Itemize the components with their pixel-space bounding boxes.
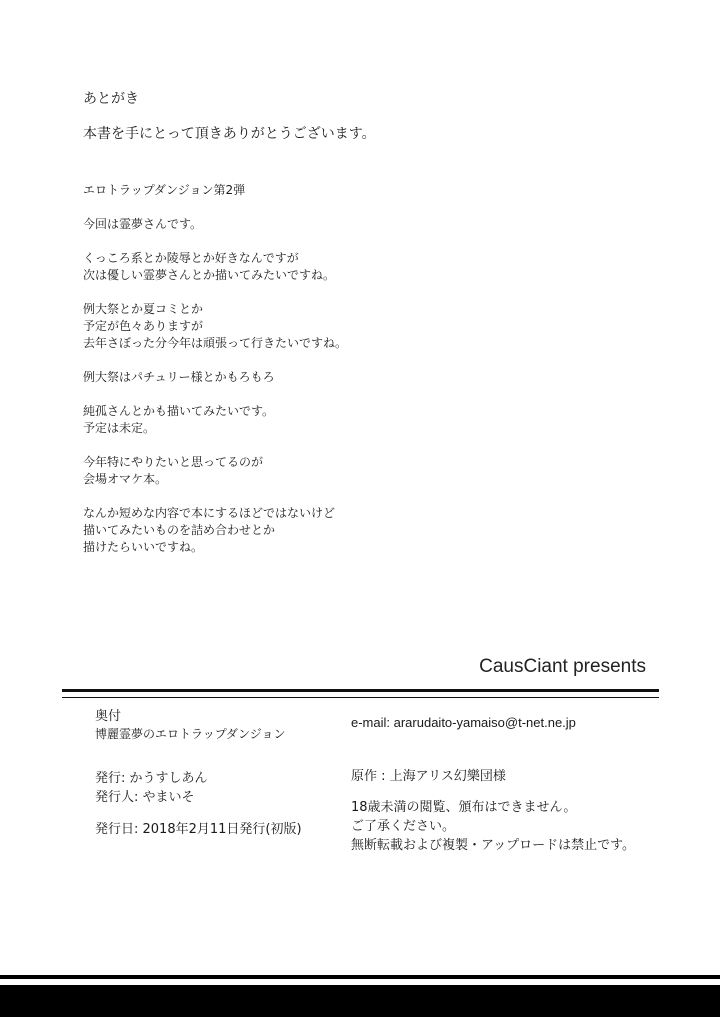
text-line: なんか短めな内容で本にするほどではないけど bbox=[83, 506, 336, 520]
notice-line: 無断転載および複製・アップロードは禁止です。 bbox=[351, 838, 636, 853]
circle-presents: CausCiant presents bbox=[479, 656, 646, 677]
notice-line: 18歳未満の閲覧、頒布はできません。 bbox=[351, 800, 577, 815]
notice-line: ご了承ください。 bbox=[351, 819, 456, 834]
text-line: 今年特にやりたいと思ってるのが bbox=[83, 455, 264, 469]
book-title: 博麗霊夢のエロトラップダンジョン bbox=[95, 727, 286, 741]
text-line: 今回は霊夢さんです。 bbox=[83, 217, 203, 231]
text-line: 会場オマケ本。 bbox=[83, 472, 168, 486]
text-line: 例大祭はパチュリー様とかもろもろ bbox=[83, 370, 275, 384]
publisher: 発行: かうすしあん bbox=[95, 771, 208, 786]
paragraph-junko bbox=[83, 403, 583, 437]
text-line: 描いてみたいものを詰め合わせとか bbox=[83, 523, 276, 537]
bottom-rule bbox=[0, 975, 720, 979]
text-line: くっころ系とか陵辱とか好きなんですが bbox=[83, 251, 299, 265]
colophon-title: 奥付 bbox=[95, 709, 122, 724]
text-line: 例大祭とか夏コミとか bbox=[83, 302, 204, 316]
text-line: 純孤さんとかも描いてみたいです。 bbox=[83, 404, 275, 418]
colophon-right bbox=[351, 713, 671, 855]
text-line: 去年さぼった分今年は頑張って行きたいですね。 bbox=[83, 336, 348, 350]
afterword-heading: あとがき bbox=[83, 91, 139, 107]
divider-thick bbox=[62, 689, 659, 692]
colophon-left bbox=[95, 708, 345, 839]
paragraph-sequel bbox=[83, 182, 583, 199]
contact-email: e-mail: ararudaito-yamaiso@t-net.ne.jp bbox=[351, 715, 576, 730]
bottom-band bbox=[0, 985, 720, 1017]
paragraph-compilation bbox=[83, 505, 583, 556]
issuer: 発行人: やまいそ bbox=[95, 790, 195, 805]
publish-date: 発行日: 2018年2月11日発行(初版) bbox=[95, 822, 302, 837]
text-line: 予定が色々ありますが bbox=[83, 319, 204, 333]
text-line: エロトラップダンジョン第2弾 bbox=[83, 183, 246, 197]
paragraph-events bbox=[83, 301, 583, 352]
paragraph-bonus-book bbox=[83, 454, 583, 488]
divider-thin bbox=[62, 697, 659, 698]
paragraph-preferences bbox=[83, 250, 583, 284]
thanks-line: 本書を手にとって頂きありがとうございます。 bbox=[83, 126, 376, 142]
paragraph-heroine bbox=[83, 216, 583, 233]
paragraph-reitaisai bbox=[83, 369, 583, 386]
text-line: 次は優しい霊夢さんとか描いてみたいですね。 bbox=[83, 268, 336, 282]
text-line: 描けたらいいですね。 bbox=[83, 540, 204, 554]
afterword-body bbox=[83, 182, 583, 573]
text-line: 予定は未定。 bbox=[83, 421, 156, 435]
original-work: 原作 : 上海アリス幻樂団様 bbox=[351, 769, 506, 784]
